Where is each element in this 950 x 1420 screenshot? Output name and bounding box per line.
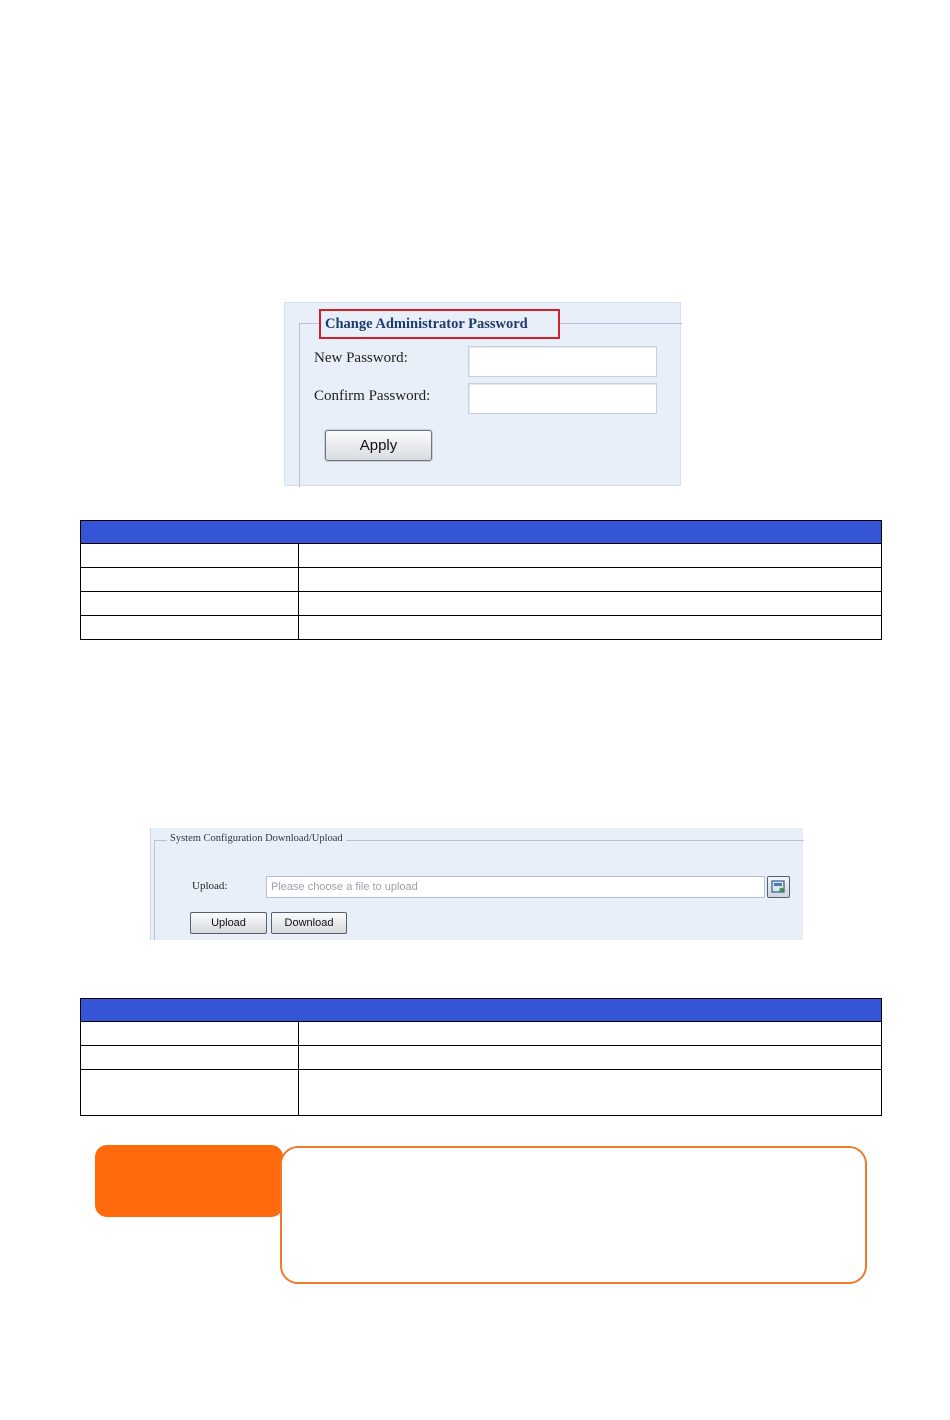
- fieldset-border: [299, 323, 300, 487]
- table-cell: [81, 1022, 299, 1046]
- table-cell: [299, 544, 882, 568]
- file-upload-input[interactable]: Please choose a file to upload: [266, 876, 765, 898]
- upload-label: Upload:: [192, 880, 228, 892]
- table-header-row: [81, 521, 882, 544]
- confirm-password-label: Confirm Password:: [314, 388, 431, 404]
- change-password-legend: Change Administrator Password: [319, 309, 560, 339]
- confirm-password-input[interactable]: [468, 383, 657, 414]
- table-row: [81, 616, 882, 640]
- file-browse-icon: [771, 880, 786, 894]
- table-header-row: [81, 999, 882, 1022]
- table-cell: [81, 616, 299, 640]
- table-cell: [81, 1046, 299, 1070]
- table-cell: [81, 592, 299, 616]
- table-row: [81, 568, 882, 592]
- table-row: [81, 544, 882, 568]
- upload-button[interactable]: Upload: [190, 912, 267, 934]
- table-cell: [299, 1046, 882, 1070]
- table-cell: [299, 616, 882, 640]
- fieldset-border: [154, 840, 155, 940]
- new-password-input[interactable]: [468, 346, 657, 377]
- table-row: [81, 1022, 882, 1046]
- file-browse-button[interactable]: [767, 876, 790, 898]
- table-header: [81, 999, 882, 1022]
- table-cell: [299, 568, 882, 592]
- table-cell: [299, 592, 882, 616]
- note-box: [280, 1146, 867, 1284]
- table-cell: [81, 544, 299, 568]
- note-tab: [95, 1145, 283, 1217]
- new-password-label: New Password:: [314, 350, 408, 366]
- password-options-table: [80, 520, 882, 640]
- table-row: [81, 1070, 882, 1116]
- table-row: [81, 592, 882, 616]
- apply-button[interactable]: Apply: [325, 430, 432, 461]
- table-row: [81, 1046, 882, 1070]
- download-button[interactable]: Download: [271, 912, 347, 934]
- change-password-panel: [284, 302, 681, 486]
- table-header: [81, 521, 882, 544]
- table-cell: [299, 1022, 882, 1046]
- table-cell: [81, 1070, 299, 1116]
- table-cell: [299, 1070, 882, 1116]
- config-options-table: [80, 998, 882, 1116]
- config-legend: System Configuration Download/Upload: [167, 833, 346, 844]
- config-download-upload-panel: [150, 828, 803, 940]
- table-cell: [81, 568, 299, 592]
